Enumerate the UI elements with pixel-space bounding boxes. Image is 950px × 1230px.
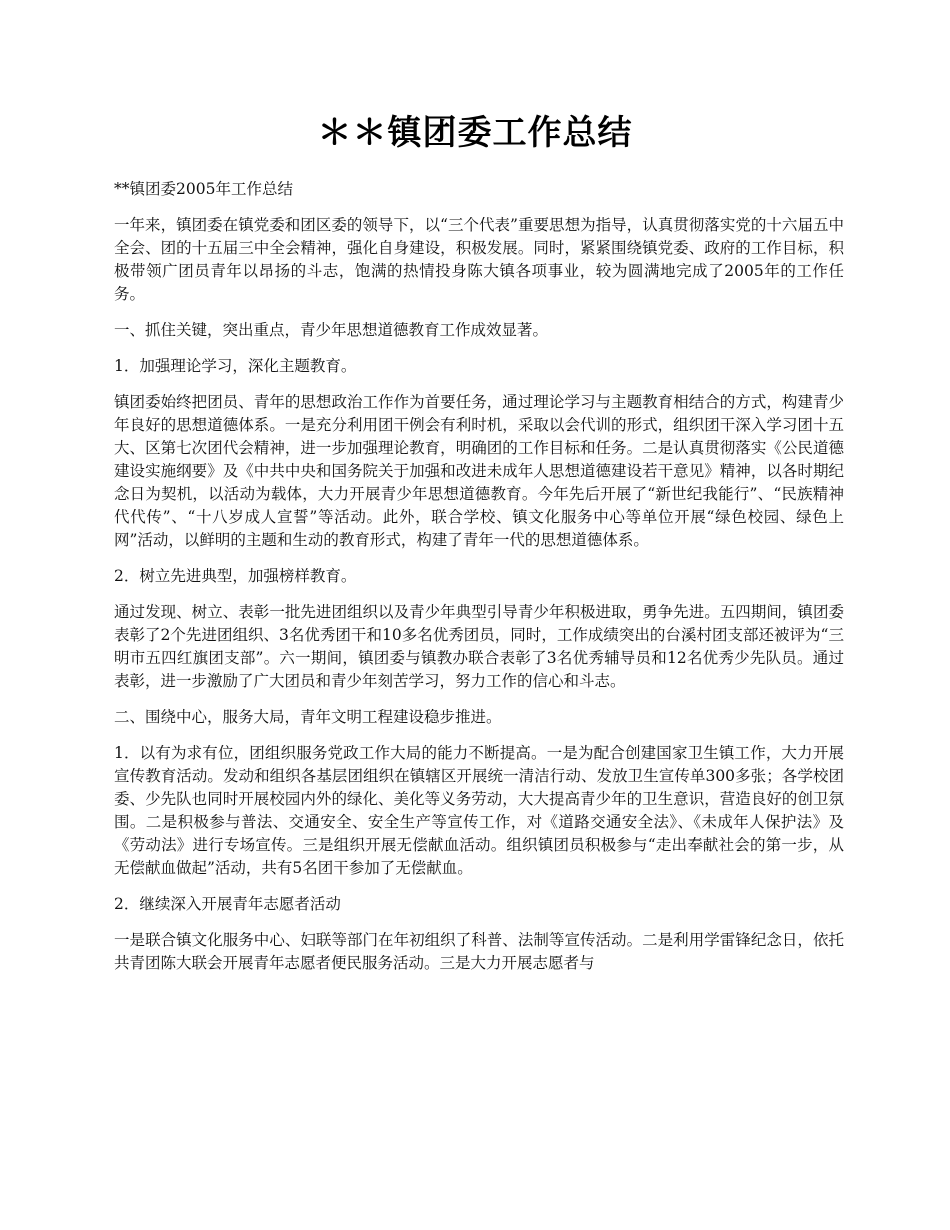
section-heading-2: 二、围绕中心，服务大局，青年文明工程建设稳步推进。 [114,708,502,726]
subsection-heading-1-1: 1．加强理论学习，深化主题教育。 [114,357,357,375]
section-heading-1: 一、抓住关键，突出重点，青少年思想道德教育工作成效显著。 [114,321,549,339]
paragraph-theory-study: 镇团委始终把团员、青年的思想政治工作作为首要任务，通过理论学习与主题教育相结合的方式，构建青少年良好的思想道德体系。一是充分利用团干例会有利时机，采取以会代训的形式，组织团干深入学习团十五大、区第七次团代会精神，进一步加强理论教育，明确团的工作目标和任务。二是认真贯彻落实《公民道德建设实施纲要》及《中共中央和国务院关于加强和改进未成年人思想道德建设若干意见》精神，以各时期纪念日为契机，以活动为载体，大力开展青少年思想道德教育。今年先后开展了“新世纪我能行”、“民族精神代代传”、“十八岁成人宣誓”等活动。此外，联合学校、镇文化服务中心等单位开展“绿色校园、绿色上网”活动，以鲜明的主题和生动的教育形式，构建了青年一代的思想道德体系。 [114,393,844,549]
subtitle-line: **镇团委2005年工作总结 [114,180,293,198]
document-title: ＊＊镇团委工作总结 [317,113,633,153]
paragraph-service-capacity: 1．以有为求有位，团组织服务党政工作大局的能力不断提高。一是为配合创建国家卫生镇工作，大力开展宣传教育活动。发动和组织各基层团组织在镇辖区开展统一清洁行动、发放卫生宣传单300多张；各学校团委、少先队也同时开展校园内外的绿化、美化等义务劳动，大大提高青少年的卫生意识，营造良好的创卫氛围。二是积极参与普法、交通安全、安全生产等宣传工作，对《道路交通安全法》、《未成年人保护法》及《劳动法》进行专场宣传。三是组织开展无偿献血活动。组织镇团员积极参与“走出奉献社会的第一步，从无偿献血做起”活动，共有5名团干参加了无偿献血。 [114,744,844,877]
document-body [114,178,844,988]
subsection-heading-2-2: 2．继续深入开展青年志愿者活动 [114,895,341,913]
subsection-heading-1-2: 2．树立先进典型，加强榜样教育。 [114,567,357,585]
intro-paragraph: 一年来，镇团委在镇党委和团区委的领导下，以“三个代表”重要思想为指导，认真贯彻落实党的十六届五中全会、团的十五届三中全会精神，强化自身建设，积极发展。同时，紧紧围绕镇党委、政府的工作目标，积极带领广团员青年以昂扬的斗志，饱满的热情投身陈大镇各项事业，较为圆满地完成了2005年的工作任务。 [114,216,844,303]
paragraph-volunteers: 一是联合镇文化服务中心、妇联等部门在年初组织了科普、法制等宣传活动。二是利用学雷锋纪念日，依托共青团陈大联会开展青年志愿者便民服务活动。三是大力开展志愿者与 [114,931,844,972]
paragraph-role-models: 通过发现、树立、表彰一批先进团组织以及青少年典型引导青少年积极进取，勇争先进。五四期间，镇团委表彰了2个先进团组织、3名优秀团干和10多名优秀团员，同时，工作成绩突出的台溪村团支部还被评为“三明市五四红旗团支部”。六一期间，镇团委与镇教办联合表彰了3名优秀辅导员和12名优秀少先队员。通过表彰，进一步激励了广大团员和青少年刻苦学习，努力工作的信心和斗志。 [114,603,844,690]
